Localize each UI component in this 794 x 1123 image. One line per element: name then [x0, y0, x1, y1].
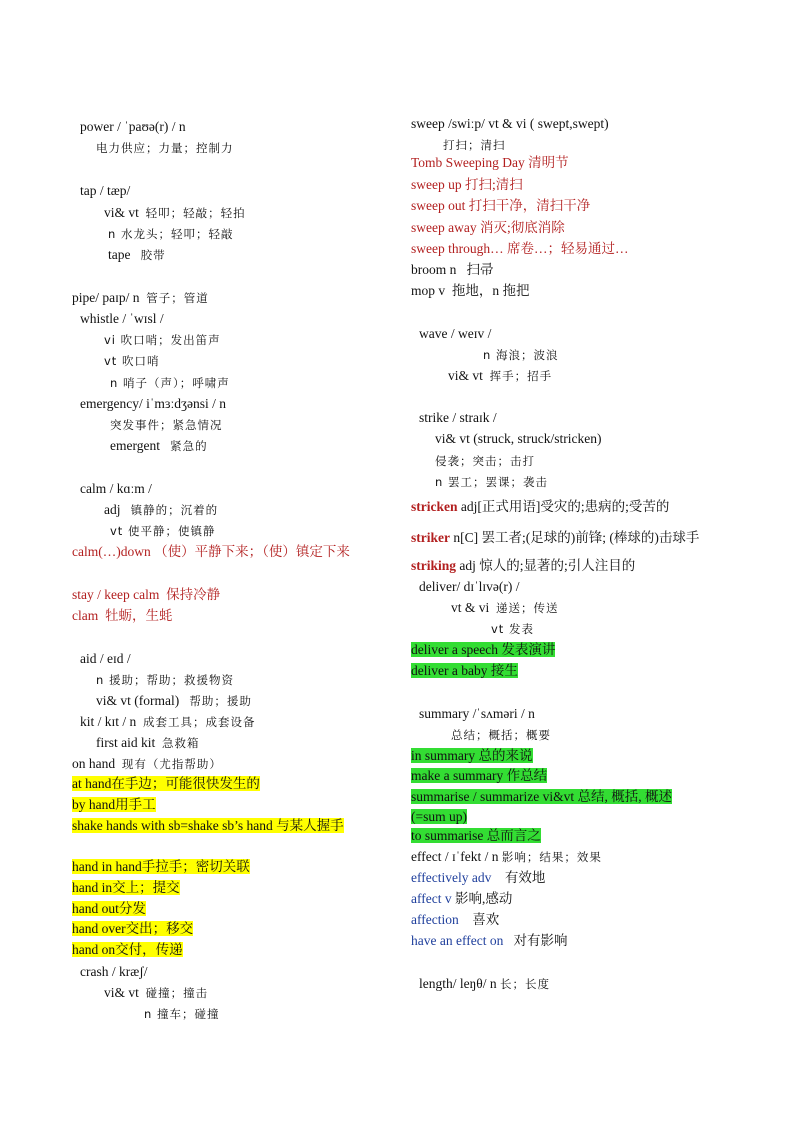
entry-clam: clam 牡蛎，生蚝 [72, 608, 173, 623]
definition-summary: 总结；概括；概要 [451, 728, 551, 742]
definition-strike-noun: n 罢工；罢课；袭击 [435, 475, 548, 489]
definition-strike-verb-forms: vi& vt (struck, struck/stricken) [435, 431, 602, 446]
entry-tape: tape 胶带 [108, 247, 166, 262]
phrase-sweep-up: sweep up 打扫;清扫 [411, 177, 523, 192]
headword-wave: wave / weɪv / [419, 326, 492, 341]
entry-length: length/ leŋθ/ n 长；长度 [419, 976, 551, 991]
phrase-by-hand: by hand用手工 [72, 797, 156, 812]
headword-deliver: deliver/ dɪˈlɪvə(r) / [419, 579, 520, 594]
phrase-calm-down: calm(…)down （使）平静下来；（使）镇定下来 [72, 544, 350, 559]
phrase-sweep-out: sweep out 打扫干净，清扫干净 [411, 198, 591, 213]
definition-strike-verb: 侵袭；突击；击打 [435, 454, 535, 468]
definition-calm-vt: vt 使平静；使镇静 [110, 524, 216, 538]
phrase-hand-in-hand: hand in hand手拉手；密切关联 [72, 859, 250, 874]
definition-whistle-n: n 哨子（声）；呼啸声 [110, 376, 230, 390]
phrase-at-hand: at hand在手边；可能很快发生的 [72, 776, 260, 791]
phrase-hand-out: hand out分发 [72, 901, 146, 916]
headword-emergency: emergency/ iˈmɜːdʒənsi / n [80, 396, 227, 411]
phrase-sweep-away: sweep away 消灭;彻底消除 [411, 220, 565, 235]
headword-calm: calm / kɑːm / [80, 481, 152, 496]
entry-power [80, 117, 186, 137]
phrase-summarise: summarise / summarize vi&vt 总结, 概括, 概述 [411, 789, 672, 804]
entry-mop: mop v 拖地，n 拖把 [411, 283, 530, 298]
definition-wave-noun: n 海浪；波浪 [483, 348, 559, 362]
phrase-have-effect-on: have an effect on 对有影响 [411, 933, 568, 948]
phrase-deliver-speech: deliver a speech 发表演讲 [411, 642, 556, 657]
entry-stricken: stricken adj[正式用语]受灾的;患病的;受苦的 [411, 499, 670, 514]
entry-on-hand: on hand 现有（尤指帮助） [72, 756, 222, 771]
definition-whistle-vi: vi 吹口哨；发出笛声 [104, 333, 221, 347]
definition-crash-noun: n 撞车；碰撞 [144, 1007, 220, 1021]
headword-summary: summary /ˈsʌməri / n [419, 706, 535, 721]
phrase-sweep-through: sweep through… 席卷…；轻易通过… [411, 241, 629, 256]
phrase-to-summarise: to summarise 总而言之 [411, 828, 541, 843]
definition-aid-verb: vi& vt (formal) 帮助；援助 [96, 693, 252, 708]
headword-whistle: whistle / ˈwɪsl / [80, 311, 164, 326]
entry-emergent: emergent 紧急的 [110, 438, 208, 453]
phrase-tomb-sweeping-day: Tomb Sweeping Day 清明节 [411, 155, 569, 170]
phrase-stay-calm: stay / keep calm 保持冷静 [72, 587, 221, 602]
definition-deliver-vt: vt 发表 [491, 622, 534, 636]
entry-first-aid-kit: first aid kit 急救箱 [96, 735, 200, 750]
entry-effectively: effectively adv 有效地 [411, 870, 546, 885]
definition-wave-verb: vi& vt 挥手；招手 [448, 368, 553, 383]
headword-crash: crash / kræʃ/ [80, 964, 148, 979]
entry-effect: effect / ɪˈfekt / n 影响；结果；效果 [411, 849, 602, 864]
definition-whistle-vt: vt 吹口哨 [104, 354, 160, 368]
phrase-make-summary: make a summary 作总结 [411, 768, 548, 783]
definition-tap-verb: vi& vt 轻叩；轻敲；轻拍 [104, 205, 246, 220]
entry-broom: broom n 扫帚 [411, 262, 494, 277]
entry-pipe: pipe/ paɪp/ n 管子；管道 [72, 290, 209, 305]
entry-kit: kit / kɪt / n 成套工具；成套设备 [80, 714, 256, 729]
headword-power: power / ˈpaʊə(r) / n [80, 119, 186, 134]
headword-sweep: sweep /swiːp/ vt & vi ( swept,swept) [411, 116, 609, 131]
definition-crash-verb: vi& vt 碰撞；撞击 [104, 985, 209, 1000]
phrase-hand-on: hand on交付，传递 [72, 942, 183, 957]
phrase-sum-up: (=sum up) [411, 809, 467, 824]
headword-aid: aid / eɪd / [80, 651, 131, 666]
definition-tap-noun: n 水龙头；轻叩；轻敲 [108, 227, 234, 241]
entry-striker: striker n[C] 罢工者;(足球的)前锋; (棒球的)击球手 [411, 530, 700, 545]
headword-tap: tap / tæp/ [80, 183, 131, 198]
definition-emergency: 突发事件；紧急情况 [110, 418, 223, 432]
definition-power: 电力供应；力量；控制力 [96, 141, 234, 155]
entry-striking: striking adj 惊人的;显著的;引人注目的 [411, 558, 636, 573]
phrase-in-summary: in summary 总的来说 [411, 748, 533, 763]
phrase-deliver-baby: deliver a baby 接生 [411, 663, 518, 678]
entry-affect: affect v 影响,感动 [411, 891, 513, 906]
definition-calm-adj: adj 镇静的；沉着的 [104, 502, 219, 517]
definition-deliver-verb: vt & vi 递送；传送 [451, 600, 559, 615]
entry-affection: affection 喜欢 [411, 912, 500, 927]
phrase-shake-hands: shake hands with sb=shake sb’s hand 与某人握手 [72, 818, 344, 833]
phrase-hand-in: hand in交上；提交 [72, 880, 180, 895]
definition-aid-noun: n 援助；帮助；救援物资 [96, 673, 234, 687]
headword-strike: strike / straɪk / [419, 410, 497, 425]
phrase-hand-over: hand over交出；移交 [72, 921, 194, 936]
definition-sweep: 打扫；清扫 [443, 138, 506, 152]
